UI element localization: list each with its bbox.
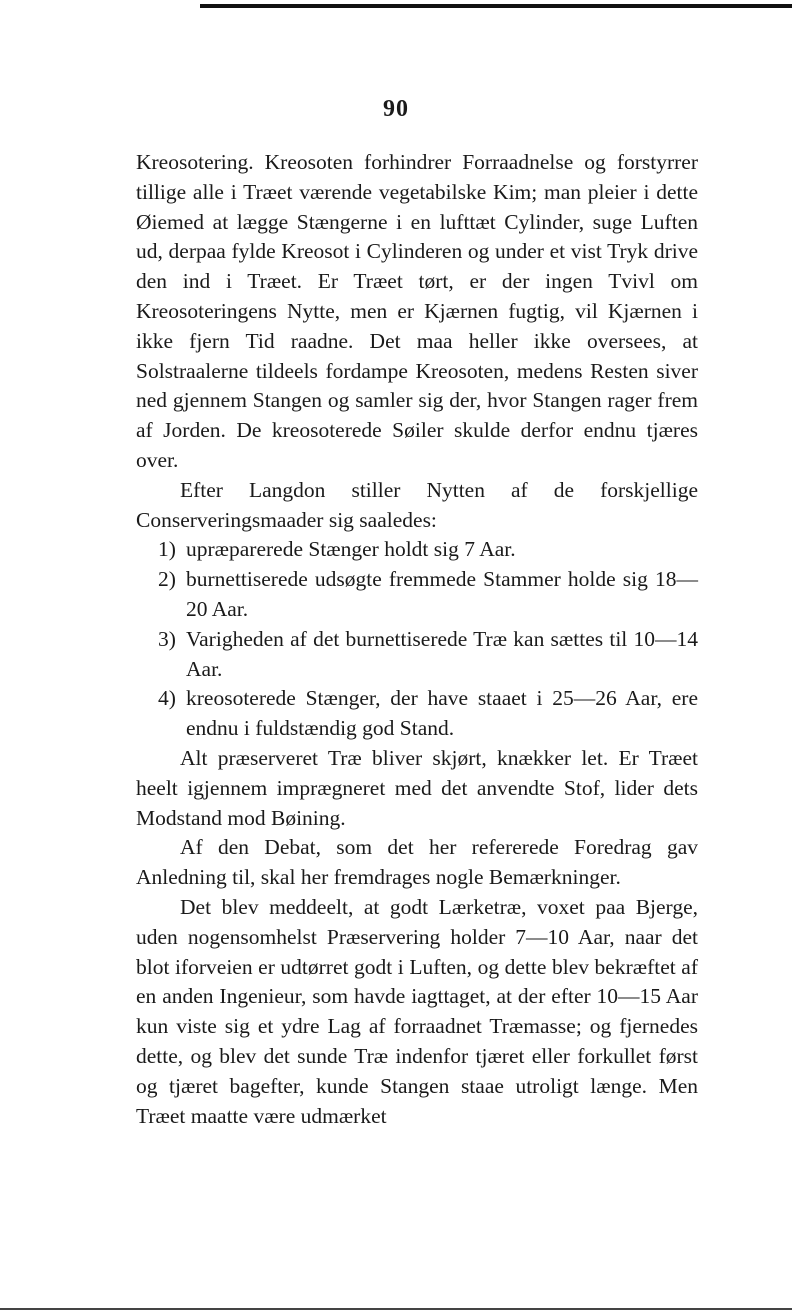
list-item-text: Varigheden af det burnettiserede Træ kan sættes til 10—14 Aar.: [186, 626, 698, 681]
list-item-4: [136, 684, 698, 744]
paragraph-debate: Af den Debat, som det her refererede Foredrag gav Anledning til, skal her fremdrages nogle Bemærkninger.: [136, 835, 698, 890]
paragraph-preserved-wood: Alt præserveret Træ bliver skjørt, knækker let. Er Træet heelt igjennem imprægneret med det anvendte Stof, lider dets Modstand mod Bøining.: [136, 745, 698, 830]
page-number: 90: [383, 96, 409, 122]
bottom-edge-rule: [0, 1308, 792, 1310]
body-text: [136, 148, 698, 1131]
list-item-3: [136, 625, 698, 685]
list-item-number: 1): [158, 537, 176, 562]
list-item-number: 4): [158, 686, 176, 711]
list-item-text: burnettiserede udsøgte fremmede Stammer holde sig 18—20 Aar.: [186, 567, 698, 621]
paragraph-kreosotering: Kreosotering. Kreosoten forhindrer Forraadnelse og forstyrrer tillige alle i Træet værende vegetabilske Kim; man pleier i dette Øiemed at lægge Stængerne i en lufttæt Cylinder, suge Luften ud, derpaa fylde Kreosot i Cylinderen og under et vist Tryk drive den ind i Træet. Er Træet tørt, er der ingen Tvivl om Kreosoteringens Nytte, men er Kjærnen fugtig, vil Kjærnen i ikke fjern Tid raadne. Det maa heller ikke oversees, at Solstraalerne tildeels fordampe Kreosoten, medens Resten siver ned gjennem Stangen og samler sig der, hvor Stangen rager frem af Jorden. De kreosoterede Søiler skulde derfor endnu tjæres over.: [136, 150, 698, 472]
list-item-number: 3): [158, 626, 176, 651]
list-item-text: kreosoterede Stænger, der have staaet i 25—26 Aar, ere endnu i fuldstændig god Stand.: [186, 686, 698, 741]
list-item-2: [136, 565, 698, 625]
list-item-number: 2): [158, 567, 176, 592]
list-item-1: [136, 535, 698, 565]
paragraph-langdon: Efter Langdon stiller Nytten af de forskjellige Conserveringsmaader sig saaledes:: [136, 477, 698, 532]
paragraph-larch: Det blev meddeelt, at godt Lærketræ, voxet paa Bjerge, uden nogensomhelst Præservering holder 7—10 Aar, naar det blot iforveien er udtørret godt i Luften, og dette blev bekræftet af en anden Ingenieur, som havde iagttaget, at der efter 10—15 Aar kun viste sig et ydre Lag af forraadnet Træmasse; og fjernedes dette, og blev det sunde Træ indenfor tjæret eller forkullet først og tjæret bagefter, kunde Stangen staae utroligt længe. Men Træet maatte være udmærket: [136, 894, 698, 1128]
top-edge-rule: [200, 4, 792, 8]
list-item-text: upræparerede Stænger holdt sig 7 Aar.: [186, 537, 516, 562]
